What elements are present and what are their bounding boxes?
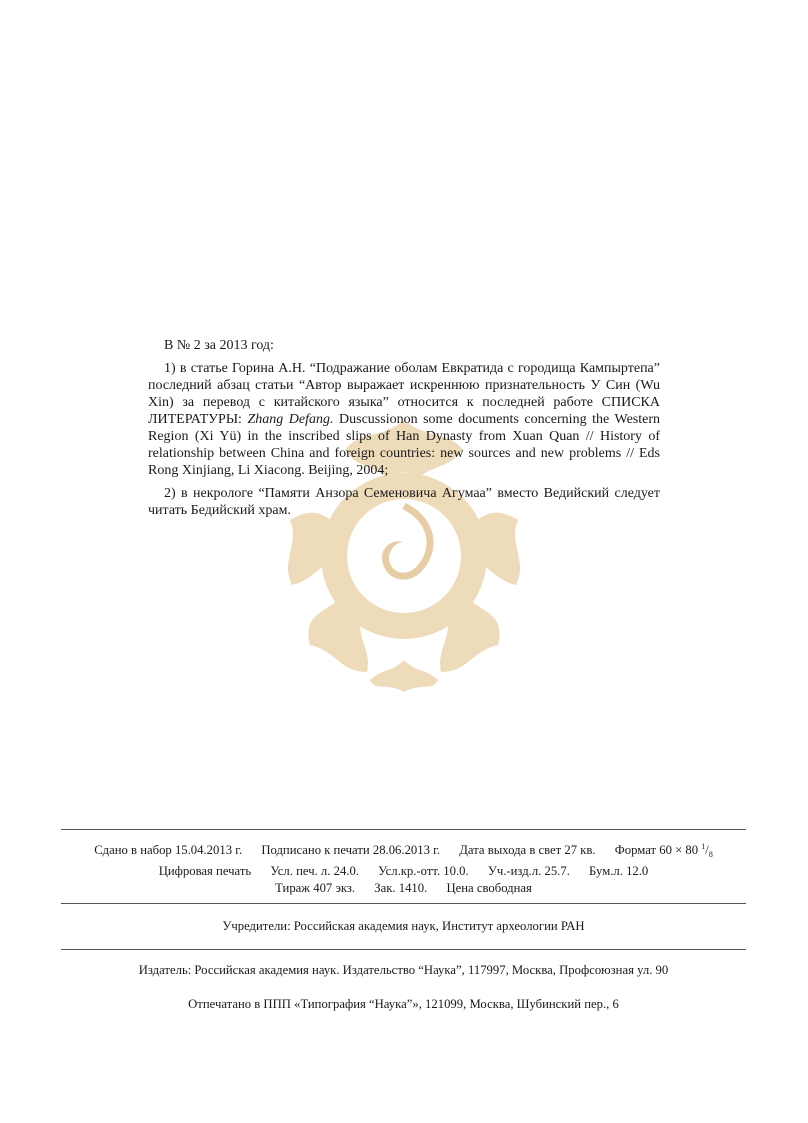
imprint-uchrediteli: Учредители: Российская академия наук, Институт археологии РАН [222, 919, 585, 933]
errata-notice [148, 337, 660, 525]
imprint-row-2 [61, 863, 746, 880]
imprint-usl-kr: Усл.кр.-отт. 10.0. [378, 864, 469, 878]
imprint-pechat: Цифровая печать [158, 864, 252, 878]
errata-item-2: 2) в некрологе “Памяти Анзора Семеновича Агумаа” вместо Ведийский следует читать Бедийский храм. [148, 486, 660, 518]
errata-item-1 [148, 360, 660, 479]
imprint-cena: Цена свободная [446, 881, 532, 895]
imprint-bum: Бум.л. 12.0 [589, 864, 649, 878]
divider-bottom [61, 949, 746, 950]
imprint-tirazh: Тираж 407 экз. [275, 881, 356, 895]
imprint-format-den: 8 [708, 850, 713, 859]
imprint-format-label: Формат 60 × 80 [614, 843, 699, 857]
imprint-otpechatano: Отпечатано в ППП «Типография “Наука”», 121099, Москва, Шубинский пер., 6 [188, 997, 619, 1011]
imprint-format: Формат 60 × 80 $^1/_8$ [614, 842, 713, 859]
imprint-podpisano: Подписано к печати 28.06.2013 г. [261, 843, 441, 857]
errata-item-1-reference: Duscussionon some documents concerning the Western Region (Xi Yü) in the inscribed slips of Han Dynasty from Xuan Quan // History of relationship between China and foreign countries: new sources and new problems // Eds Rong Xinjiang, Li Xiacong. Beijing, 2004; [148, 412, 660, 478]
imprint-uch-izd: Уч.-изд.л. 25.7. [487, 864, 570, 878]
errata-item-1-text: 1) в статье Горина А.Н. “Подражание оболам Евкратида с городища Кампыртепа” последний абзац статьи “Автор выражает искреннюю признательность У Син (Wu Xin) за перевод с китайского языка” относится к последней работе СПИСКА ЛИТЕРАТУРЫ: [148, 361, 660, 427]
errata-heading: В № 2 за 2013 год: [164, 338, 274, 353]
imprint-usl-pech: Усл. печ. л. 24.0. [270, 864, 359, 878]
divider-middle [61, 903, 746, 904]
errata-item-1-author: Zhang Defang. [247, 412, 334, 427]
imprint-row-1 [61, 838, 746, 863]
imprint-format-num: 1 [701, 842, 706, 851]
imprint-data-vyhoda: Дата выхода в свет 27 кв. [459, 843, 596, 857]
imprint-zak: Зак. 1410. [374, 881, 428, 895]
imprint-sdano: Сдано в набор 15.04.2013 г. [94, 843, 243, 857]
divider-top [61, 829, 746, 830]
imprint-block [61, 838, 746, 897]
imprint-row-3 [61, 880, 746, 897]
imprint-izdatel: Издатель: Российская академия наук. Издательство “Наука”, 117997, Москва, Профсоюзная ул. 90 [138, 963, 669, 977]
